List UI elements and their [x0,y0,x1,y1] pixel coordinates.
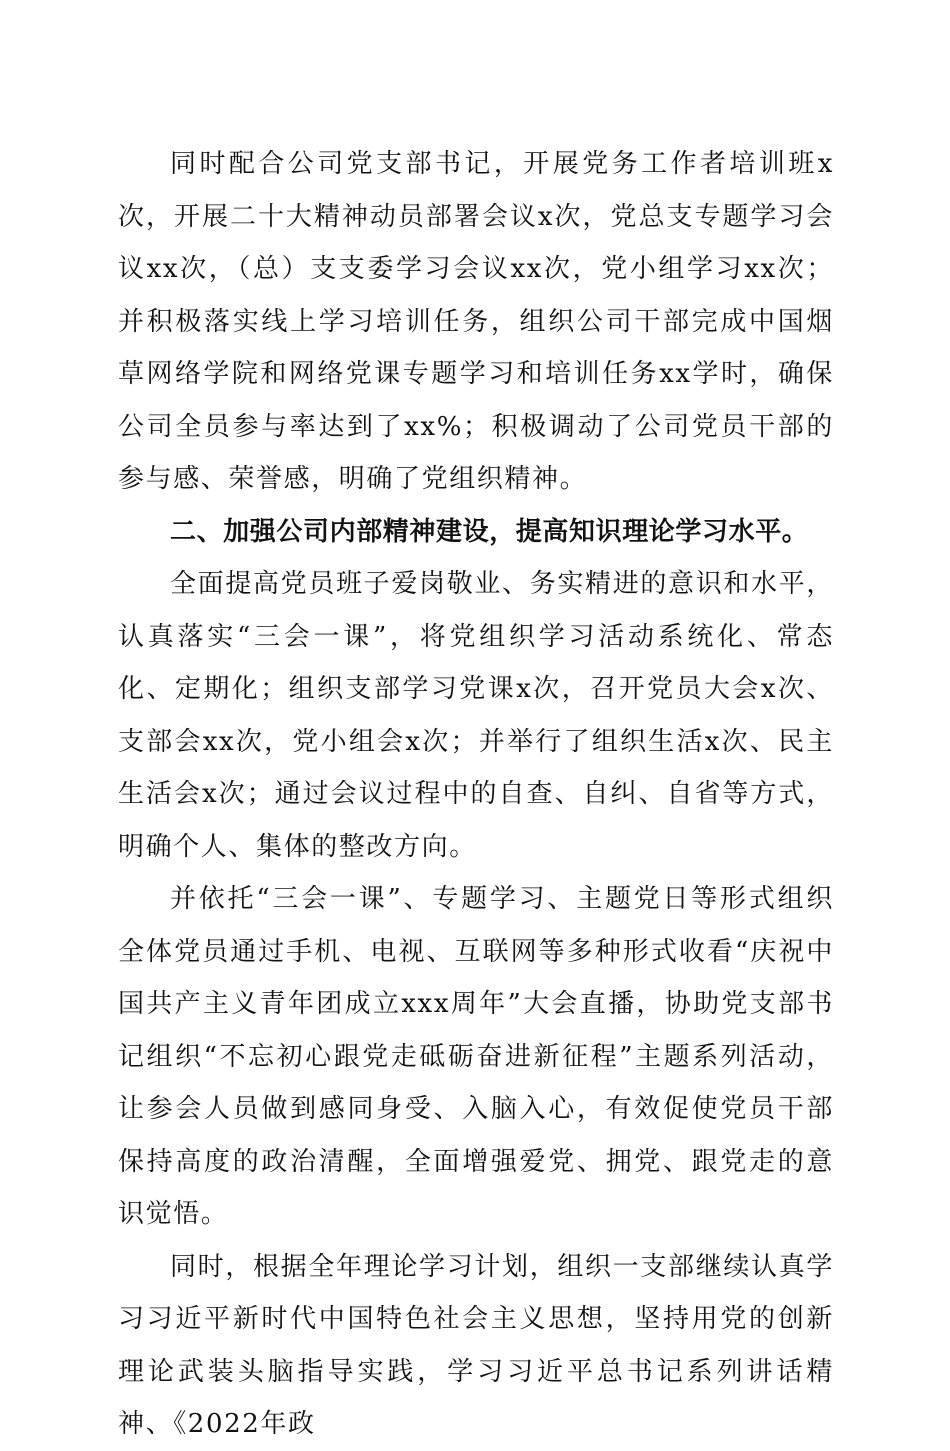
body-paragraph-3: 并依托“三会一课”、专题学习、主题党日等形式组织全体党员通过手机、电视、互联网等多种形式收看“庆祝中国共产主义青年团成立xxx周年”大会直播，协助党支部书记组织“不忘初心跟党走砥砺奋进新征程”主题系列活动，让参会人员做到感同身受、入脑入心，有效促使党员干部保持高度的政治清醒，全面增强爱党、拥党、跟党走的意识觉悟。 [118,884,834,1229]
document-body [118,138,834,1451]
section-heading: 二、加强公司内部精神建设，提高知识理论学习水平。 [170,516,809,547]
body-paragraph-2: 全面提高党员班子爱岗敬业、务实精进的意识和水平，认真落实“三会一课”，将党组织学习活动系统化、常态化、定期化；组织支部学习党课x次，召开党员大会x次、支部会xx次，党小组会x次；并举行了组织生活x次、民主生活会x次；通过会议过程中的自查、自纠、自省等方式，明确个人、集体的整改方向。 [118,569,834,862]
body-paragraph-1: 同时配合公司党支部书记，开展党务工作者培训班x次，开展二十大精神动员部署会议x次，党总支专题学习会议xx次，（总）支支委学习会议xx次，党小组学习xx次；并积极落实线上学习培训任务，组织公司干部完成中国烟草网络学院和网络党课专题学习和培训任务xx学时，确保公司全员参与率达到了xx%；积极调动了公司党员干部的参与感、荣誉感，明确了党组织精神。 [118,149,834,494]
body-paragraph-4: 同时，根据全年理论学习计划，组织一支部继续认真学习习近平新时代中国特色社会主义思想，坚持用党的创新理论武装头脑指导实践，学习习近平总书记系列讲话精神、《2022年政 [118,1251,834,1439]
